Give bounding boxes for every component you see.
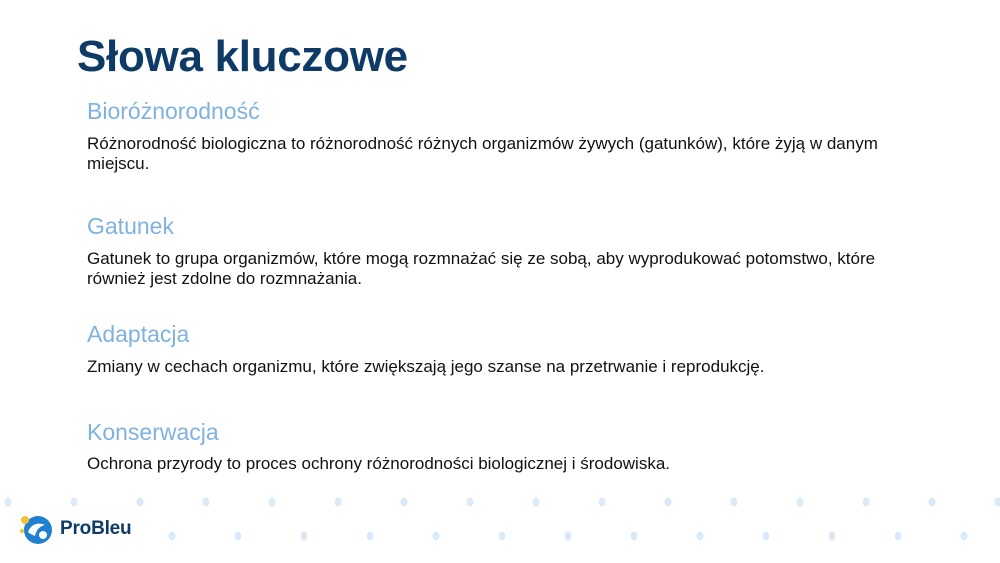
- decorative-dot: [763, 532, 770, 541]
- term-heading: Konserwacja: [87, 419, 219, 445]
- decorative-dot: [401, 498, 408, 507]
- decorative-dot: [895, 532, 902, 541]
- decorative-dot: [829, 532, 836, 541]
- decorative-dot: [5, 498, 12, 507]
- decorative-dot: [269, 498, 276, 507]
- term-definition: Zmiany w cechach organizmu, które zwiększają jego szanse na przetrwanie i reprodukcję.: [87, 357, 765, 376]
- decorative-dot: [137, 498, 144, 507]
- decorative-dot: [599, 498, 606, 507]
- decorative-dots-pattern: [0, 488, 1000, 563]
- decorative-dot: [697, 532, 704, 541]
- decorative-dot: [863, 498, 870, 507]
- decorative-dot: [631, 532, 638, 541]
- decorative-dot: [71, 498, 78, 507]
- decorative-dot: [467, 498, 474, 507]
- decorative-dot: [995, 498, 1000, 507]
- decorative-dot: [169, 532, 176, 541]
- term-heading: Bioróżnorodność: [87, 98, 260, 124]
- probleu-logo-icon: [18, 512, 54, 546]
- decorative-dot: [731, 498, 738, 507]
- term-definition: Różnorodność biologiczna to różnorodność różnych organizmów żywych (gatunków), które żyją w danym miejscu.: [87, 134, 878, 173]
- decorative-dot: [335, 498, 342, 507]
- decorative-dot: [961, 532, 968, 541]
- decorative-dot: [301, 532, 308, 541]
- brand-name: ProBleu: [60, 518, 132, 539]
- term-heading: Gatunek: [87, 213, 174, 239]
- term-definition: Ochrona przyrody to proces ochrony różnorodności biologicznej i środowiska.: [87, 454, 671, 473]
- decorative-dot: [203, 498, 210, 507]
- decorative-dot: [367, 532, 374, 541]
- decorative-dot: [433, 532, 440, 541]
- decorative-dot: [565, 532, 572, 541]
- decorative-dot: [665, 498, 672, 507]
- decorative-dot: [499, 532, 506, 541]
- decorative-dot: [235, 532, 242, 541]
- term-definition: Gatunek to grupa organizmów, które mogą rozmnażać się ze sobą, aby wyprodukować potomstwo, które również jest zdolne do rozmnażania.: [87, 249, 876, 288]
- slide-title: Słowa kluczowe: [77, 32, 408, 81]
- probleu-logo: [18, 512, 131, 546]
- term-heading: Adaptacja: [87, 321, 190, 347]
- decorative-dot: [533, 498, 540, 507]
- decorative-dot: [797, 498, 804, 507]
- decorative-dot: [929, 498, 936, 507]
